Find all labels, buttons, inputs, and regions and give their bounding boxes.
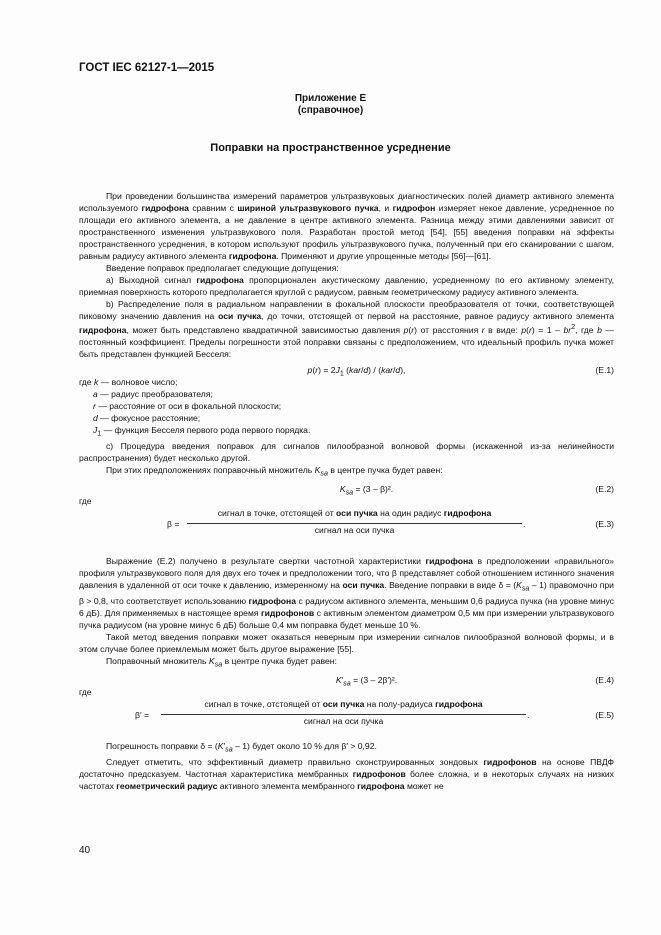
equation-e2 <box>79 484 614 496</box>
paragraph-b: b) Распределение поля в радиальном направлении в фокальной плоскости преобразователя от точки, соответствующей пиковому значению давления на оси пучка, до точки, отстоящей от первой на расстояние, равное радиусу активного элемента гидрофона, может быть представлено квадратичной зависимостью давления p(r) от расстояния r в виде: $p(r) = 1 - br^2$, где b — постоянный коэффициент. Пределы погрешности этой поправки связаны с предположением, что идеальный профиль пучка может быть представлен функцией Бесселя: <box>79 298 615 360</box>
standard-header: ГОСТ IEC 62127-1—2015 <box>79 62 215 74</box>
variable-legend <box>79 377 614 440</box>
annex-note: (справочное) <box>297 105 364 116</box>
equation-e5-lhs: β′ = <box>135 710 149 721</box>
paragraph-note: Следует отметить, что эффективный диаметр правильно сконструированных зондовых гидрофонов на основе ПВДФ достаточно предсказуем. Частотная характеристика мембранных гидрофонов более сложна, и в некоторых случаях на низких частотах геометрический радиус активного элемента мембранного гидрофона может не <box>79 756 614 791</box>
paragraph-sawtooth: Такой метод введения поправки может оказаться неверным при измерении сигналов пилообразной волновой формы, и в этом случае более приемлемым может быть другое выражение [55]. <box>79 631 614 654</box>
equation-e3 <box>79 508 614 544</box>
equation-e3-numerator: сигнал в точке, отстоящей от оси пучка на один радиус гидрофона <box>217 508 492 519</box>
paragraph-ksa: При этих предположениях поправочный множитель $K_{sa}$ в центре пучка будет равен: <box>106 464 443 478</box>
equation-e5-denominator: сигнал на оси пучка <box>303 716 384 727</box>
paragraph-a: а) Выходной сигнал гидрофона пропорционален акустическому давлению, усредненному по его активному элементу, приемная поверхность которого предполагается круглой с радиусом, равным геометрическому радиусу активного элемента. <box>79 274 614 297</box>
legend-r: r — расстояние от оси в фокальной плоскости; <box>93 401 282 412</box>
equation-e4-number: (Е.4) <box>595 675 614 686</box>
paragraph-error: Погрешность поправки $\delta = (K'_{sa} - 1)$ будет около 10 % для β′ > 0,92. <box>106 741 377 754</box>
equation-e4 <box>79 675 614 687</box>
equation-e5-period: . <box>527 710 530 721</box>
paragraph-ksa-2: Поправочный множитель $K_{sa}$ в центре пучка будет равен: <box>106 655 337 669</box>
equation-e3-lhs: β = <box>167 519 180 530</box>
legend-k: где k — волновое число; <box>79 377 178 388</box>
equation-e5 <box>79 699 614 735</box>
annex-title: Приложение Е <box>294 93 367 104</box>
equation-e3-denominator: сигнал на оси пучка <box>314 525 395 536</box>
paragraph-intro: При проведении большинства измерений параметров ультразвуковых диагностических полей диаметр активного элемента используемого гидрофона сравним с шириной ультразвукового пучка, и гидрофон измеряет некое давление, усредненное по площади его активного элемента, а не давление в центре активного элемента. Разница между этими давлениями зависит от пространственного изменения ультразвукового поля. Разработан простой метод [54], [55] введения поправки на эффекты пространственного усреднения, в котором используют профиль ультразвукового пучка, полученный при его сканировании с шагом, равным радиусу активного элемента гидрофона. Применяют и другие упрощенные методы [56]—[61]. <box>79 191 615 261</box>
equation-e3-period: . <box>523 519 526 530</box>
equation-e3-number: (Е.3) <box>595 519 614 530</box>
paragraph-assumptions: Введение поправок предполагает следующие допущения: <box>106 262 339 273</box>
equation-e3-fraction-bar <box>187 523 522 524</box>
where-label-1: где <box>79 496 92 507</box>
paragraph-expression: Выражение (Е.2) получено в результате свертки частотной характеристики гидрофона в предположении «правильного» профиля ультразвукового поля для двух его точек и предположении того, что β представляет собой отношением истинного значения давления в удаленной от оси точке к давлению, измеренному на оси пучка. Введение поправки в виде $\delta = (K_{sa} - 1)$ правомочно при β > 0,8, что соответствует использованию гидрофона с радиусом активного элемента, меньшим 0,6 радиуса пучка (на уровне минус 6 дБ). Для применяемых в настоящее время гидрофонов с активным элементом диаметром 0,5 мм при измерении ультразвукового пучка радиусом (на уровне минус 6 дБ) больше 0,4 мм поправка будет меньше 10 %. <box>79 556 614 630</box>
legend-j1: $J_1$ — функция Бесселя первого рода первого порядка. <box>93 425 311 438</box>
equation-e1-text: $p(r) = 2J_1$ (kar/d) / (kar/d), <box>307 365 406 378</box>
legend-d: d — фокусное расстояние; <box>93 413 201 424</box>
equation-e1-number: (Е.1) <box>595 365 614 376</box>
equation-e2-text: $K_{sa} = (3 - \beta)^2$. <box>339 484 394 497</box>
paragraph-c: с) Процедура введения поправок для сигналов пилообразной волновой формы (искаженной из-за нелинейности распространения) будет несколько другой. <box>79 440 614 463</box>
legend-a: a — радиус преобразователя; <box>93 389 213 400</box>
equation-e2-number: (Е.2) <box>595 484 614 495</box>
equation-e1 <box>79 365 614 377</box>
section-title: Поправки на пространственное усреднение <box>210 142 451 154</box>
where-label-2: где <box>79 687 92 698</box>
page-number: 40 <box>79 845 91 856</box>
equation-e5-numerator: сигнал в точке, отстоящей от оси пучка на полу-радиуса гидрофона <box>204 699 483 710</box>
document-body <box>79 191 614 793</box>
equation-e5-fraction-bar <box>161 714 526 715</box>
equation-e4-text: $K'_{sa} = (3 - 2\beta')^2$. <box>335 675 398 688</box>
equation-e5-number: (Е.5) <box>595 710 614 721</box>
